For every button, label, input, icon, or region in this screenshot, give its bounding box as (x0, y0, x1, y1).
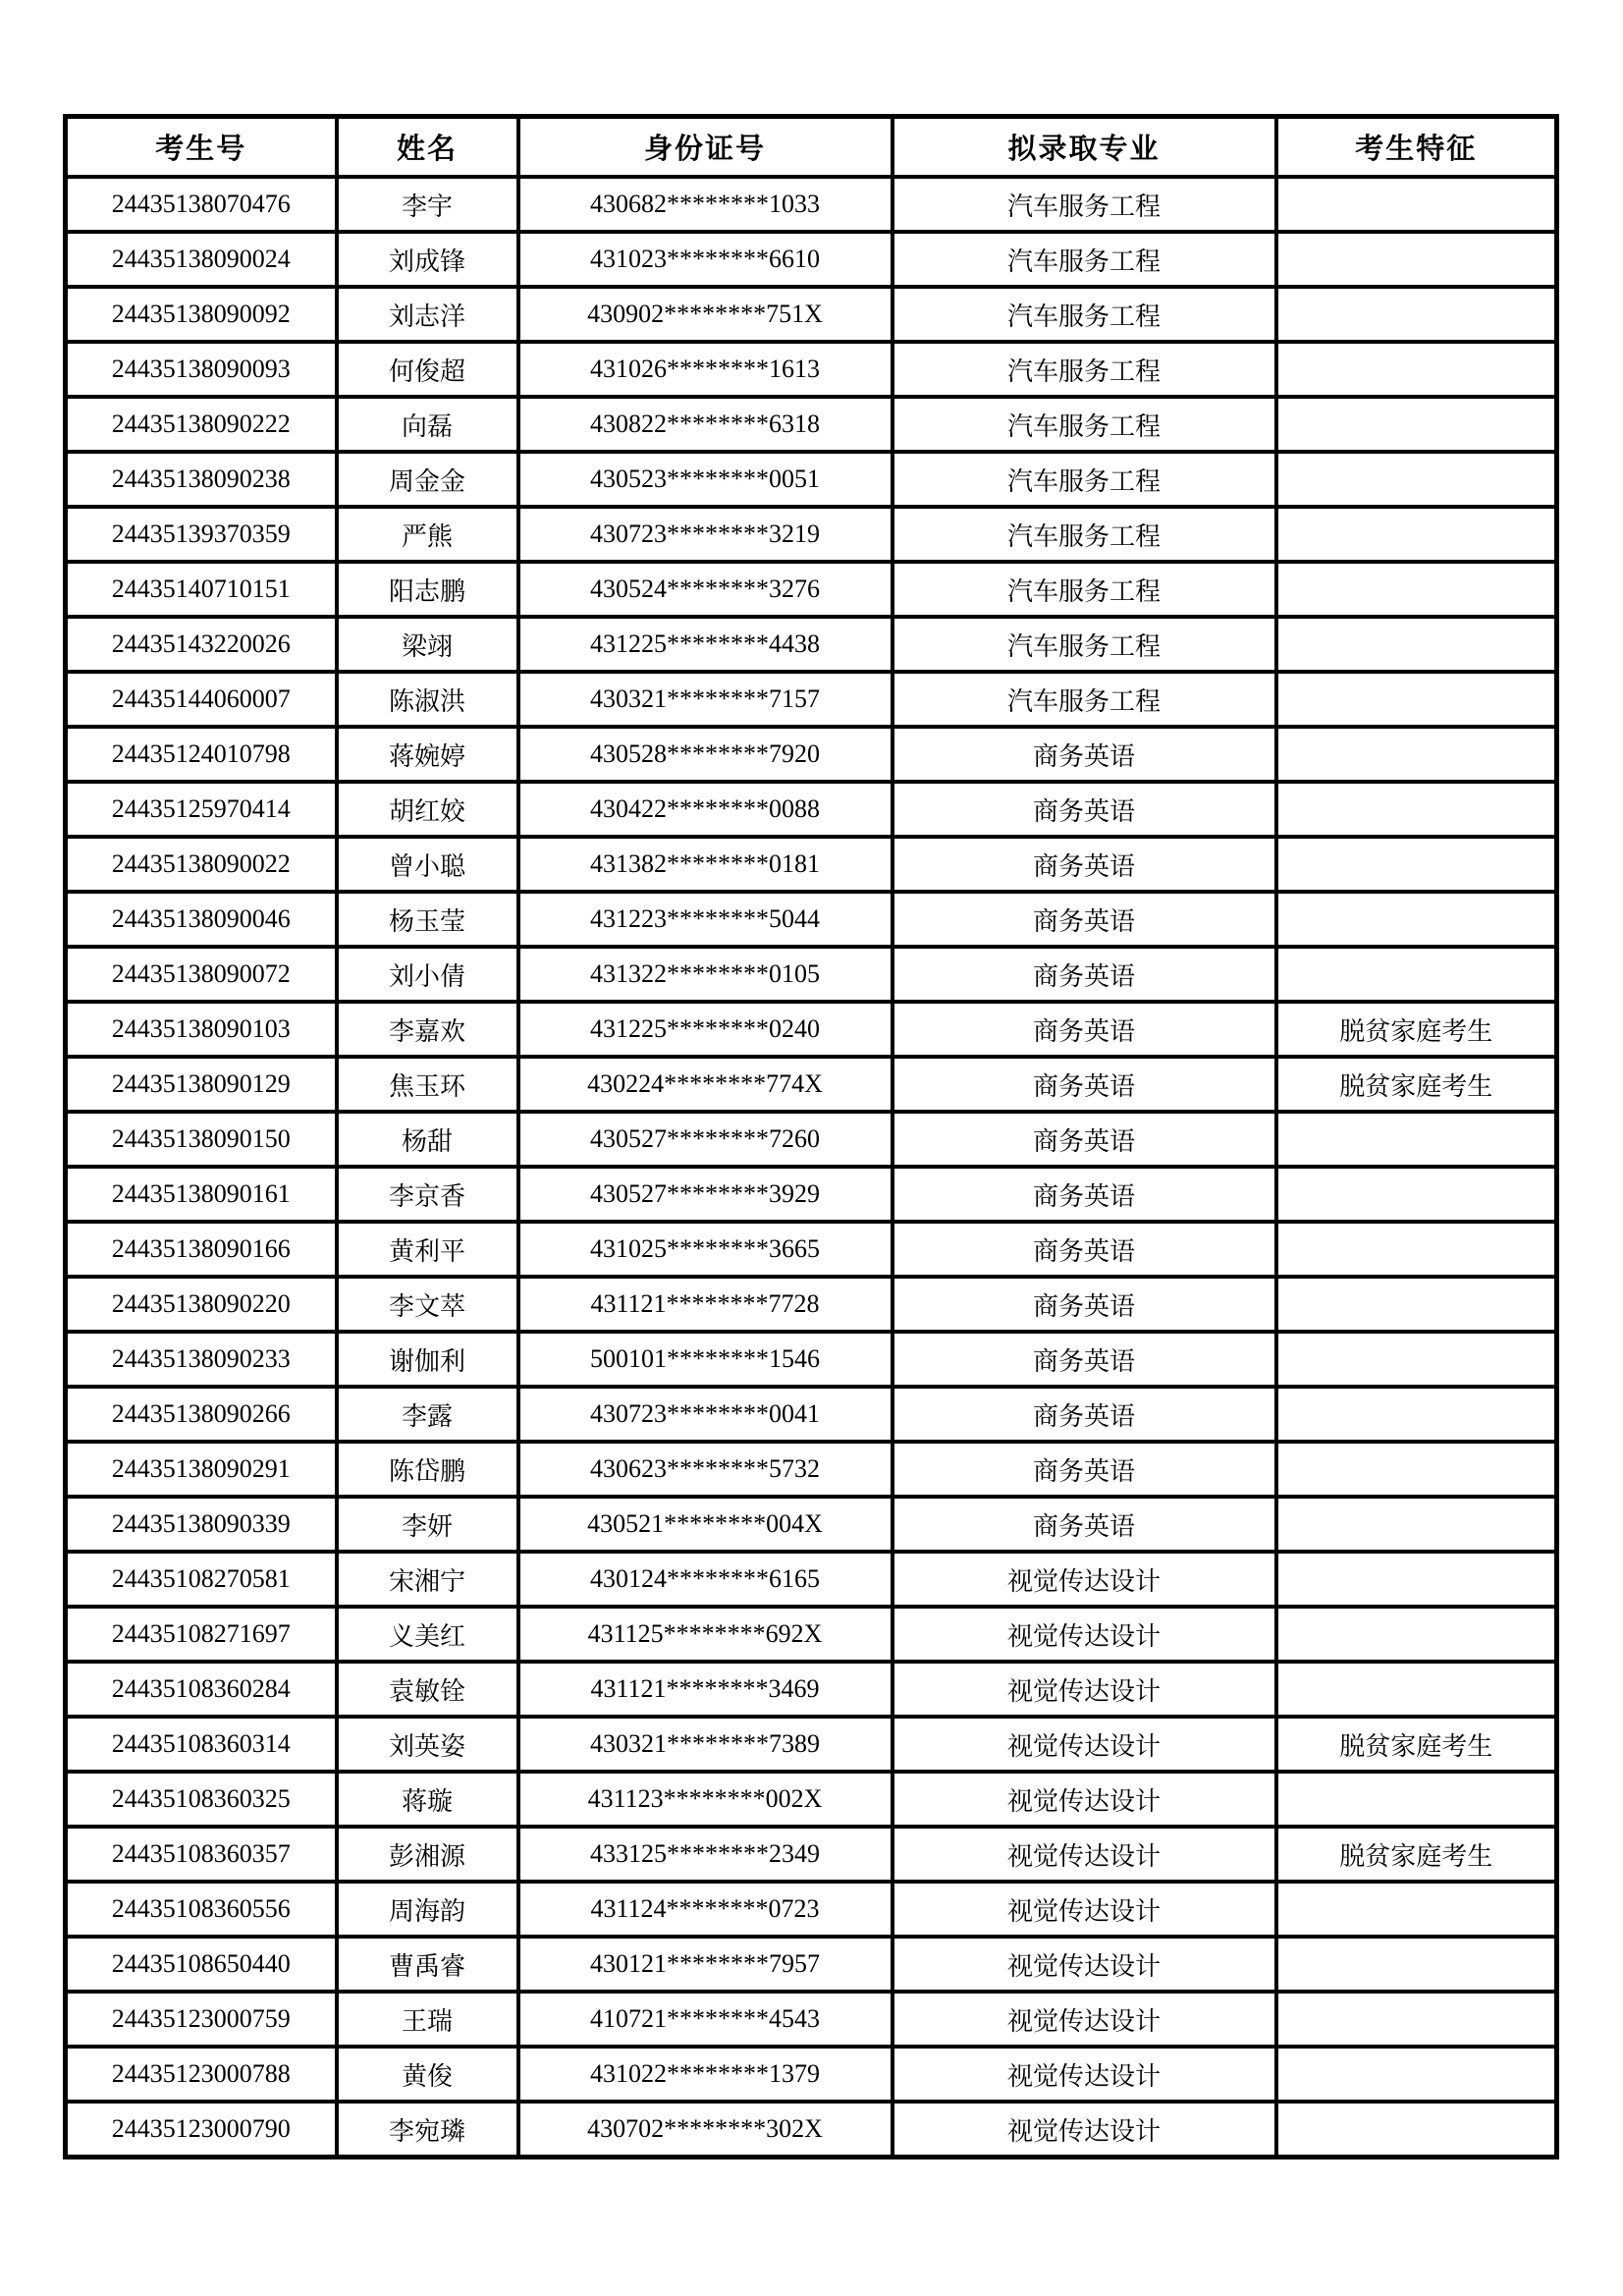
cell-id-no: 430902********751X (518, 287, 893, 342)
table-row (66, 1332, 1557, 1387)
cell-exam-no: 24435123000788 (66, 2047, 337, 2102)
cell-id-no: 431225********4438 (518, 617, 893, 672)
table-row (66, 947, 1557, 1002)
cell-id-no: 430523********0051 (518, 452, 893, 507)
cell-exam-no: 24435138090166 (66, 1222, 337, 1277)
table-row (66, 1882, 1557, 1937)
cell-exam-no: 24435143220026 (66, 617, 337, 672)
cell-feature (1276, 1607, 1557, 1662)
cell-id-no: 431026********1613 (518, 342, 893, 397)
cell-major: 视觉传达设计 (893, 1552, 1276, 1607)
cell-id-no: 430623********5732 (518, 1442, 893, 1497)
cell-name: 刘英姿 (337, 1717, 518, 1772)
cell-id-no: 430528********7920 (518, 727, 893, 782)
cell-feature (1276, 617, 1557, 672)
table-row (66, 1717, 1557, 1772)
cell-feature (1276, 2102, 1557, 2158)
cell-major: 汽车服务工程 (893, 287, 1276, 342)
cell-id-no: 431123********002X (518, 1772, 893, 1827)
cell-name: 向磊 (337, 397, 518, 452)
cell-name: 李露 (337, 1387, 518, 1442)
cell-major: 汽车服务工程 (893, 342, 1276, 397)
cell-id-no: 430822********6318 (518, 397, 893, 452)
cell-feature (1276, 507, 1557, 562)
cell-id-no: 430682********1033 (518, 177, 893, 232)
cell-name: 李京香 (337, 1167, 518, 1222)
cell-id-no: 431121********7728 (518, 1277, 893, 1332)
cell-exam-no: 24435138090022 (66, 837, 337, 892)
cell-name: 黄利平 (337, 1222, 518, 1277)
cell-name: 蒋璇 (337, 1772, 518, 1827)
cell-name: 曾小聪 (337, 837, 518, 892)
cell-exam-no: 24435138090220 (66, 1277, 337, 1332)
cell-name: 刘小倩 (337, 947, 518, 1002)
table-header (66, 117, 1557, 178)
cell-feature (1276, 232, 1557, 287)
cell-major: 视觉传达设计 (893, 1607, 1276, 1662)
cell-id-no: 431223********5044 (518, 892, 893, 947)
header-name: 姓名 (337, 117, 518, 178)
table-row (66, 727, 1557, 782)
cell-name: 谢伽利 (337, 1332, 518, 1387)
header-feature: 考生特征 (1276, 117, 1557, 178)
cell-feature (1276, 1112, 1557, 1167)
cell-name: 胡红姣 (337, 782, 518, 837)
cell-name: 宋湘宁 (337, 1552, 518, 1607)
cell-feature (1276, 1552, 1557, 1607)
cell-id-no: 410721********4543 (518, 1992, 893, 2047)
cell-feature (1276, 342, 1557, 397)
cell-name: 陈岱鹏 (337, 1442, 518, 1497)
table-row (66, 1607, 1557, 1662)
cell-id-no: 431023********6610 (518, 232, 893, 287)
cell-feature (1276, 672, 1557, 727)
cell-major: 视觉传达设计 (893, 1662, 1276, 1717)
cell-exam-no: 24435138090266 (66, 1387, 337, 1442)
cell-feature (1276, 1772, 1557, 1827)
table-row (66, 1662, 1557, 1717)
cell-name: 何俊超 (337, 342, 518, 397)
cell-exam-no: 24435108271697 (66, 1607, 337, 1662)
cell-major: 视觉传达设计 (893, 2102, 1276, 2158)
cell-exam-no: 24435138090072 (66, 947, 337, 1002)
cell-major: 视觉传达设计 (893, 1937, 1276, 1992)
cell-exam-no: 24435138090238 (66, 452, 337, 507)
table-row (66, 1552, 1557, 1607)
table-row (66, 1442, 1557, 1497)
cell-name: 义美红 (337, 1607, 518, 1662)
cell-major: 视觉传达设计 (893, 1772, 1276, 1827)
cell-exam-no: 24435123000790 (66, 2102, 337, 2158)
cell-feature (1276, 1662, 1557, 1717)
cell-id-no: 430723********3219 (518, 507, 893, 562)
cell-feature (1276, 1332, 1557, 1387)
cell-feature (1276, 397, 1557, 452)
cell-id-no: 430527********7260 (518, 1112, 893, 1167)
cell-id-no: 431125********692X (518, 1607, 893, 1662)
cell-feature (1276, 1442, 1557, 1497)
cell-major: 商务英语 (893, 1387, 1276, 1442)
cell-exam-no: 24435140710151 (66, 562, 337, 617)
cell-id-no: 430422********0088 (518, 782, 893, 837)
cell-feature (1276, 892, 1557, 947)
cell-exam-no: 24435108360556 (66, 1882, 337, 1937)
table-row (66, 2047, 1557, 2102)
table-row (66, 1167, 1557, 1222)
cell-feature (1276, 1277, 1557, 1332)
cell-exam-no: 24435138090093 (66, 342, 337, 397)
cell-name: 李妍 (337, 1497, 518, 1552)
cell-id-no: 430521********004X (518, 1497, 893, 1552)
table-row (66, 1277, 1557, 1332)
header-id-no: 身份证号 (518, 117, 893, 178)
cell-name: 周金金 (337, 452, 518, 507)
table-row (66, 1112, 1557, 1167)
cell-major: 视觉传达设计 (893, 2047, 1276, 2102)
cell-feature (1276, 177, 1557, 232)
cell-feature (1276, 782, 1557, 837)
cell-name: 李文萃 (337, 1277, 518, 1332)
cell-id-no: 430321********7389 (518, 1717, 893, 1772)
admission-list-table (63, 114, 1559, 2159)
cell-feature (1276, 562, 1557, 617)
cell-feature: 脱贫家庭考生 (1276, 1002, 1557, 1057)
cell-major: 汽车服务工程 (893, 177, 1276, 232)
cell-feature: 脱贫家庭考生 (1276, 1827, 1557, 1882)
table-row (66, 177, 1557, 232)
cell-major: 汽车服务工程 (893, 507, 1276, 562)
cell-name: 李嘉欢 (337, 1002, 518, 1057)
header-major: 拟录取专业 (893, 117, 1276, 178)
table-row (66, 672, 1557, 727)
table-row (66, 1057, 1557, 1112)
cell-feature (1276, 947, 1557, 1002)
cell-major: 汽车服务工程 (893, 672, 1276, 727)
table-row (66, 287, 1557, 342)
cell-exam-no: 24435108360284 (66, 1662, 337, 1717)
cell-major: 视觉传达设计 (893, 1882, 1276, 1937)
cell-id-no: 430121********7957 (518, 1937, 893, 1992)
cell-feature (1276, 1882, 1557, 1937)
table-row (66, 892, 1557, 947)
cell-feature (1276, 837, 1557, 892)
cell-feature (1276, 1167, 1557, 1222)
cell-major: 视觉传达设计 (893, 1992, 1276, 2047)
cell-feature (1276, 287, 1557, 342)
cell-feature (1276, 1387, 1557, 1442)
table-row (66, 562, 1557, 617)
cell-exam-no: 24435108360325 (66, 1772, 337, 1827)
cell-feature (1276, 727, 1557, 782)
cell-feature: 脱贫家庭考生 (1276, 1057, 1557, 1112)
table-row (66, 1002, 1557, 1057)
table-row (66, 1992, 1557, 2047)
cell-id-no: 430723********0041 (518, 1387, 893, 1442)
cell-id-no: 431322********0105 (518, 947, 893, 1002)
cell-major: 商务英语 (893, 1497, 1276, 1552)
cell-id-no: 431225********0240 (518, 1002, 893, 1057)
cell-major: 汽车服务工程 (893, 452, 1276, 507)
cell-major: 汽车服务工程 (893, 617, 1276, 672)
cell-major: 商务英语 (893, 782, 1276, 837)
cell-exam-no: 24435138090339 (66, 1497, 337, 1552)
cell-id-no: 431022********1379 (518, 2047, 893, 2102)
cell-exam-no: 24435138090161 (66, 1167, 337, 1222)
cell-id-no: 430124********6165 (518, 1552, 893, 1607)
table-row (66, 1497, 1557, 1552)
cell-id-no: 430224********774X (518, 1057, 893, 1112)
cell-feature (1276, 452, 1557, 507)
cell-exam-no: 24435138090150 (66, 1112, 337, 1167)
cell-name: 梁翊 (337, 617, 518, 672)
cell-name: 周海韵 (337, 1882, 518, 1937)
table-row (66, 232, 1557, 287)
cell-major: 汽车服务工程 (893, 232, 1276, 287)
cell-major: 商务英语 (893, 947, 1276, 1002)
cell-id-no: 430702********302X (518, 2102, 893, 2158)
cell-exam-no: 24435139370359 (66, 507, 337, 562)
cell-name: 阳志鹏 (337, 562, 518, 617)
cell-name: 李宇 (337, 177, 518, 232)
table-row (66, 1387, 1557, 1442)
cell-major: 商务英语 (893, 892, 1276, 947)
cell-name: 蒋婉婷 (337, 727, 518, 782)
cell-name: 王瑞 (337, 1992, 518, 2047)
cell-name: 陈淑洪 (337, 672, 518, 727)
cell-name: 袁敏铨 (337, 1662, 518, 1717)
cell-major: 商务英语 (893, 1002, 1276, 1057)
cell-feature (1276, 1937, 1557, 1992)
table-row (66, 397, 1557, 452)
cell-exam-no: 24435108650440 (66, 1937, 337, 1992)
cell-exam-no: 24435138090103 (66, 1002, 337, 1057)
cell-exam-no: 24435138090291 (66, 1442, 337, 1497)
cell-major: 商务英语 (893, 1222, 1276, 1277)
cell-id-no: 431121********3469 (518, 1662, 893, 1717)
cell-id-no: 433125********2349 (518, 1827, 893, 1882)
cell-exam-no: 24435125970414 (66, 782, 337, 837)
cell-name: 李宛璘 (337, 2102, 518, 2158)
cell-id-no: 500101********1546 (518, 1332, 893, 1387)
table-row (66, 1222, 1557, 1277)
table-row (66, 2102, 1557, 2158)
cell-major: 商务英语 (893, 1057, 1276, 1112)
table-row (66, 507, 1557, 562)
cell-exam-no: 24435138090233 (66, 1332, 337, 1387)
cell-id-no: 430524********3276 (518, 562, 893, 617)
cell-name: 曹禹睿 (337, 1937, 518, 1992)
cell-feature: 脱贫家庭考生 (1276, 1717, 1557, 1772)
table-body (66, 177, 1557, 2158)
cell-major: 商务英语 (893, 1332, 1276, 1387)
cell-exam-no: 24435138070476 (66, 177, 337, 232)
cell-exam-no: 24435138090092 (66, 287, 337, 342)
cell-major: 汽车服务工程 (893, 397, 1276, 452)
cell-name: 焦玉环 (337, 1057, 518, 1112)
cell-major: 视觉传达设计 (893, 1827, 1276, 1882)
cell-major: 商务英语 (893, 1442, 1276, 1497)
cell-name: 彭湘源 (337, 1827, 518, 1882)
cell-exam-no: 24435108270581 (66, 1552, 337, 1607)
table-row (66, 617, 1557, 672)
header-row (66, 117, 1557, 178)
cell-id-no: 431382********0181 (518, 837, 893, 892)
cell-major: 商务英语 (893, 727, 1276, 782)
table-row (66, 452, 1557, 507)
cell-id-no: 431124********0723 (518, 1882, 893, 1937)
cell-feature (1276, 1222, 1557, 1277)
cell-name: 刘成锋 (337, 232, 518, 287)
cell-name: 杨甜 (337, 1112, 518, 1167)
cell-exam-no: 24435138090046 (66, 892, 337, 947)
cell-name: 刘志洋 (337, 287, 518, 342)
cell-name: 黄俊 (337, 2047, 518, 2102)
cell-major: 商务英语 (893, 1277, 1276, 1332)
cell-id-no: 430321********7157 (518, 672, 893, 727)
cell-exam-no: 24435124010798 (66, 727, 337, 782)
header-exam-no: 考生号 (66, 117, 337, 178)
table-row (66, 1937, 1557, 1992)
cell-major: 商务英语 (893, 1167, 1276, 1222)
cell-exam-no: 24435108360314 (66, 1717, 337, 1772)
table-row (66, 837, 1557, 892)
cell-major: 视觉传达设计 (893, 1717, 1276, 1772)
cell-exam-no: 24435108360357 (66, 1827, 337, 1882)
cell-major: 汽车服务工程 (893, 562, 1276, 617)
table-row (66, 782, 1557, 837)
cell-name: 严熊 (337, 507, 518, 562)
cell-feature (1276, 1992, 1557, 2047)
cell-feature (1276, 2047, 1557, 2102)
cell-exam-no: 24435138090129 (66, 1057, 337, 1112)
cell-id-no: 430527********3929 (518, 1167, 893, 1222)
cell-feature (1276, 1497, 1557, 1552)
table-row (66, 1772, 1557, 1827)
cell-exam-no: 24435138090222 (66, 397, 337, 452)
cell-exam-no: 24435138090024 (66, 232, 337, 287)
cell-id-no: 431025********3665 (518, 1222, 893, 1277)
cell-name: 杨玉莹 (337, 892, 518, 947)
cell-exam-no: 24435123000759 (66, 1992, 337, 2047)
cell-major: 商务英语 (893, 1112, 1276, 1167)
cell-major: 商务英语 (893, 837, 1276, 892)
cell-exam-no: 24435144060007 (66, 672, 337, 727)
table-row (66, 342, 1557, 397)
table-row (66, 1827, 1557, 1882)
